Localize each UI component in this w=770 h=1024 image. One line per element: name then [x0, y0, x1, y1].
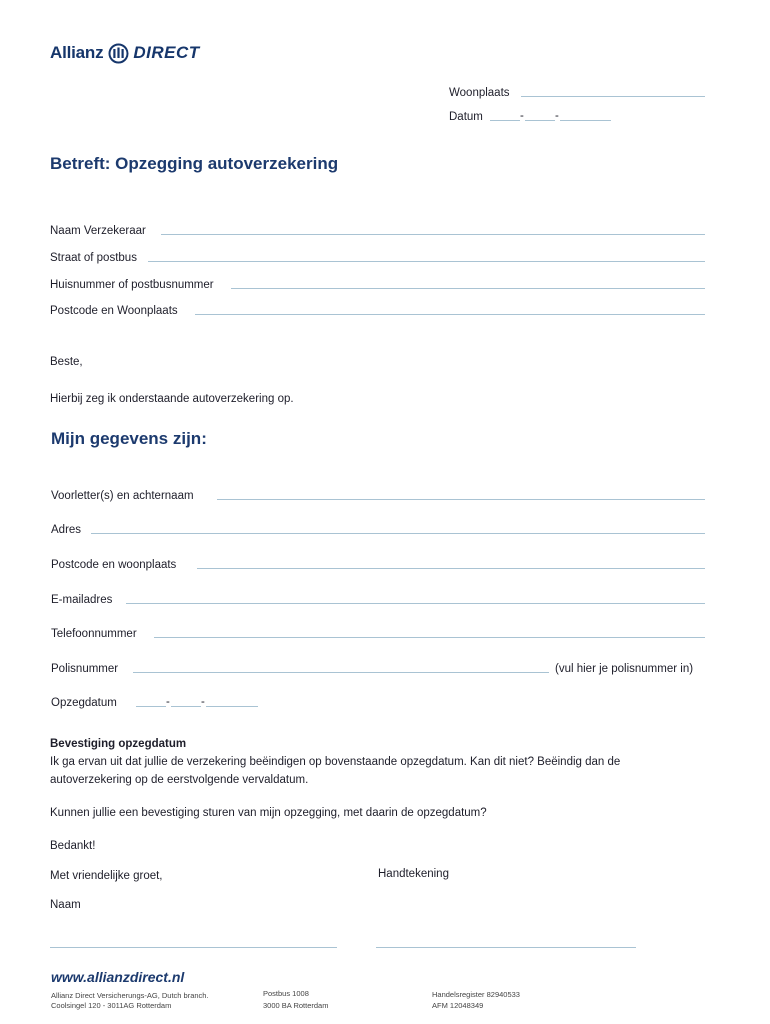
name-line[interactable] [217, 499, 705, 500]
insurer-postcode-label: Postcode en Woonplaats [50, 305, 178, 317]
datum-month-line[interactable] [525, 120, 555, 121]
details-heading: Mijn gegevens zijn: [51, 429, 207, 448]
datum-separator: - [555, 110, 559, 122]
cancel-date-separator: - [201, 696, 205, 708]
signature-label: Handtekening [378, 868, 449, 880]
closing-text: Met vriendelijke groet, [50, 870, 163, 882]
phone-line[interactable] [154, 637, 705, 638]
request-text: Kunnen jullie een bevestiging sturen van mijn opzegging, met daarin de opzegdatum? [50, 807, 487, 819]
insurer-name-line[interactable] [161, 234, 705, 235]
insurer-postcode-line[interactable] [195, 314, 705, 315]
intro-text: Hierbij zeg ik onderstaande autoverzekering op. [50, 393, 294, 405]
website-link[interactable]: www.allianzdirect.nl [51, 969, 185, 985]
confirm-line-1: Ik ga ervan uit dat jullie de verzekering beëindigen op bovenstaande opzegdatum. Kan dit niet? Beëindig dan de [50, 756, 621, 768]
cancel-date-label: Opzegdatum [51, 697, 117, 709]
postcode-label: Postcode en woonplaats [51, 559, 177, 571]
postbus-line-2: 3000 BA Rotterdam [263, 1001, 329, 1010]
logo-product: DIRECT [133, 43, 200, 62]
confirm-title: Bevestiging opzegdatum [50, 738, 187, 750]
name-signoff-label: Naam [50, 899, 81, 911]
datum-separator: - [520, 110, 524, 122]
postbus-line-1: Postbus 1008 [263, 989, 309, 998]
phone-label: Telefoonnummer [51, 628, 137, 640]
datum-day-line[interactable] [490, 120, 520, 121]
company-line-2: Coolsingel 120 - 3011AG Rotterdam [51, 1001, 172, 1010]
signature-line[interactable] [376, 947, 636, 948]
email-label: E-mailadres [51, 594, 113, 606]
woonplaats-line[interactable] [521, 96, 705, 97]
postcode-line[interactable] [197, 568, 705, 569]
cancel-date-day-line[interactable] [136, 706, 166, 707]
insurer-housenumber-line[interactable] [231, 288, 705, 289]
datum-year-line[interactable] [560, 120, 611, 121]
address-label: Adres [51, 524, 82, 536]
policy-number-label: Polisnummer [51, 663, 119, 675]
policy-number-hint: (vul hier je polisnummer in) [555, 663, 694, 675]
confirm-line-2: autoverzekering op de eerstvolgende vervaldatum. [50, 774, 309, 786]
address-line[interactable] [91, 533, 705, 534]
company-line-1: Allianz Direct Versicherungs-AG, Dutch branch. [51, 991, 209, 1000]
cancel-date-year-line[interactable] [206, 706, 258, 707]
logo-brand: Allianz [50, 43, 104, 62]
name-label: Voorletter(s) en achternaam [51, 490, 194, 502]
insurer-name-label: Naam Verzekeraar [50, 225, 146, 237]
cancel-date-month-line[interactable] [171, 706, 201, 707]
insurer-street-line[interactable] [148, 261, 705, 262]
woonplaats-label: Woonplaats [449, 87, 510, 99]
policy-number-line[interactable] [133, 672, 549, 673]
register-line-2: AFM 12048349 [432, 1001, 484, 1010]
allianz-eagle-icon [108, 43, 129, 64]
cancel-date-separator: - [166, 696, 170, 708]
thanks-text: Bedankt! [50, 840, 96, 852]
register-line-1: Handelsregister 82940533 [432, 990, 520, 999]
greeting-text: Beste, [50, 356, 83, 368]
subject-heading: Betreft: Opzegging autoverzekering [50, 154, 339, 173]
email-line[interactable] [126, 603, 705, 604]
insurer-housenumber-label: Huisnummer of postbusnummer [50, 279, 214, 291]
allianz-direct-logo [50, 42, 200, 64]
insurer-street-label: Straat of postbus [50, 252, 137, 264]
datum-label: Datum [449, 111, 483, 123]
name-signoff-line[interactable] [50, 947, 337, 948]
